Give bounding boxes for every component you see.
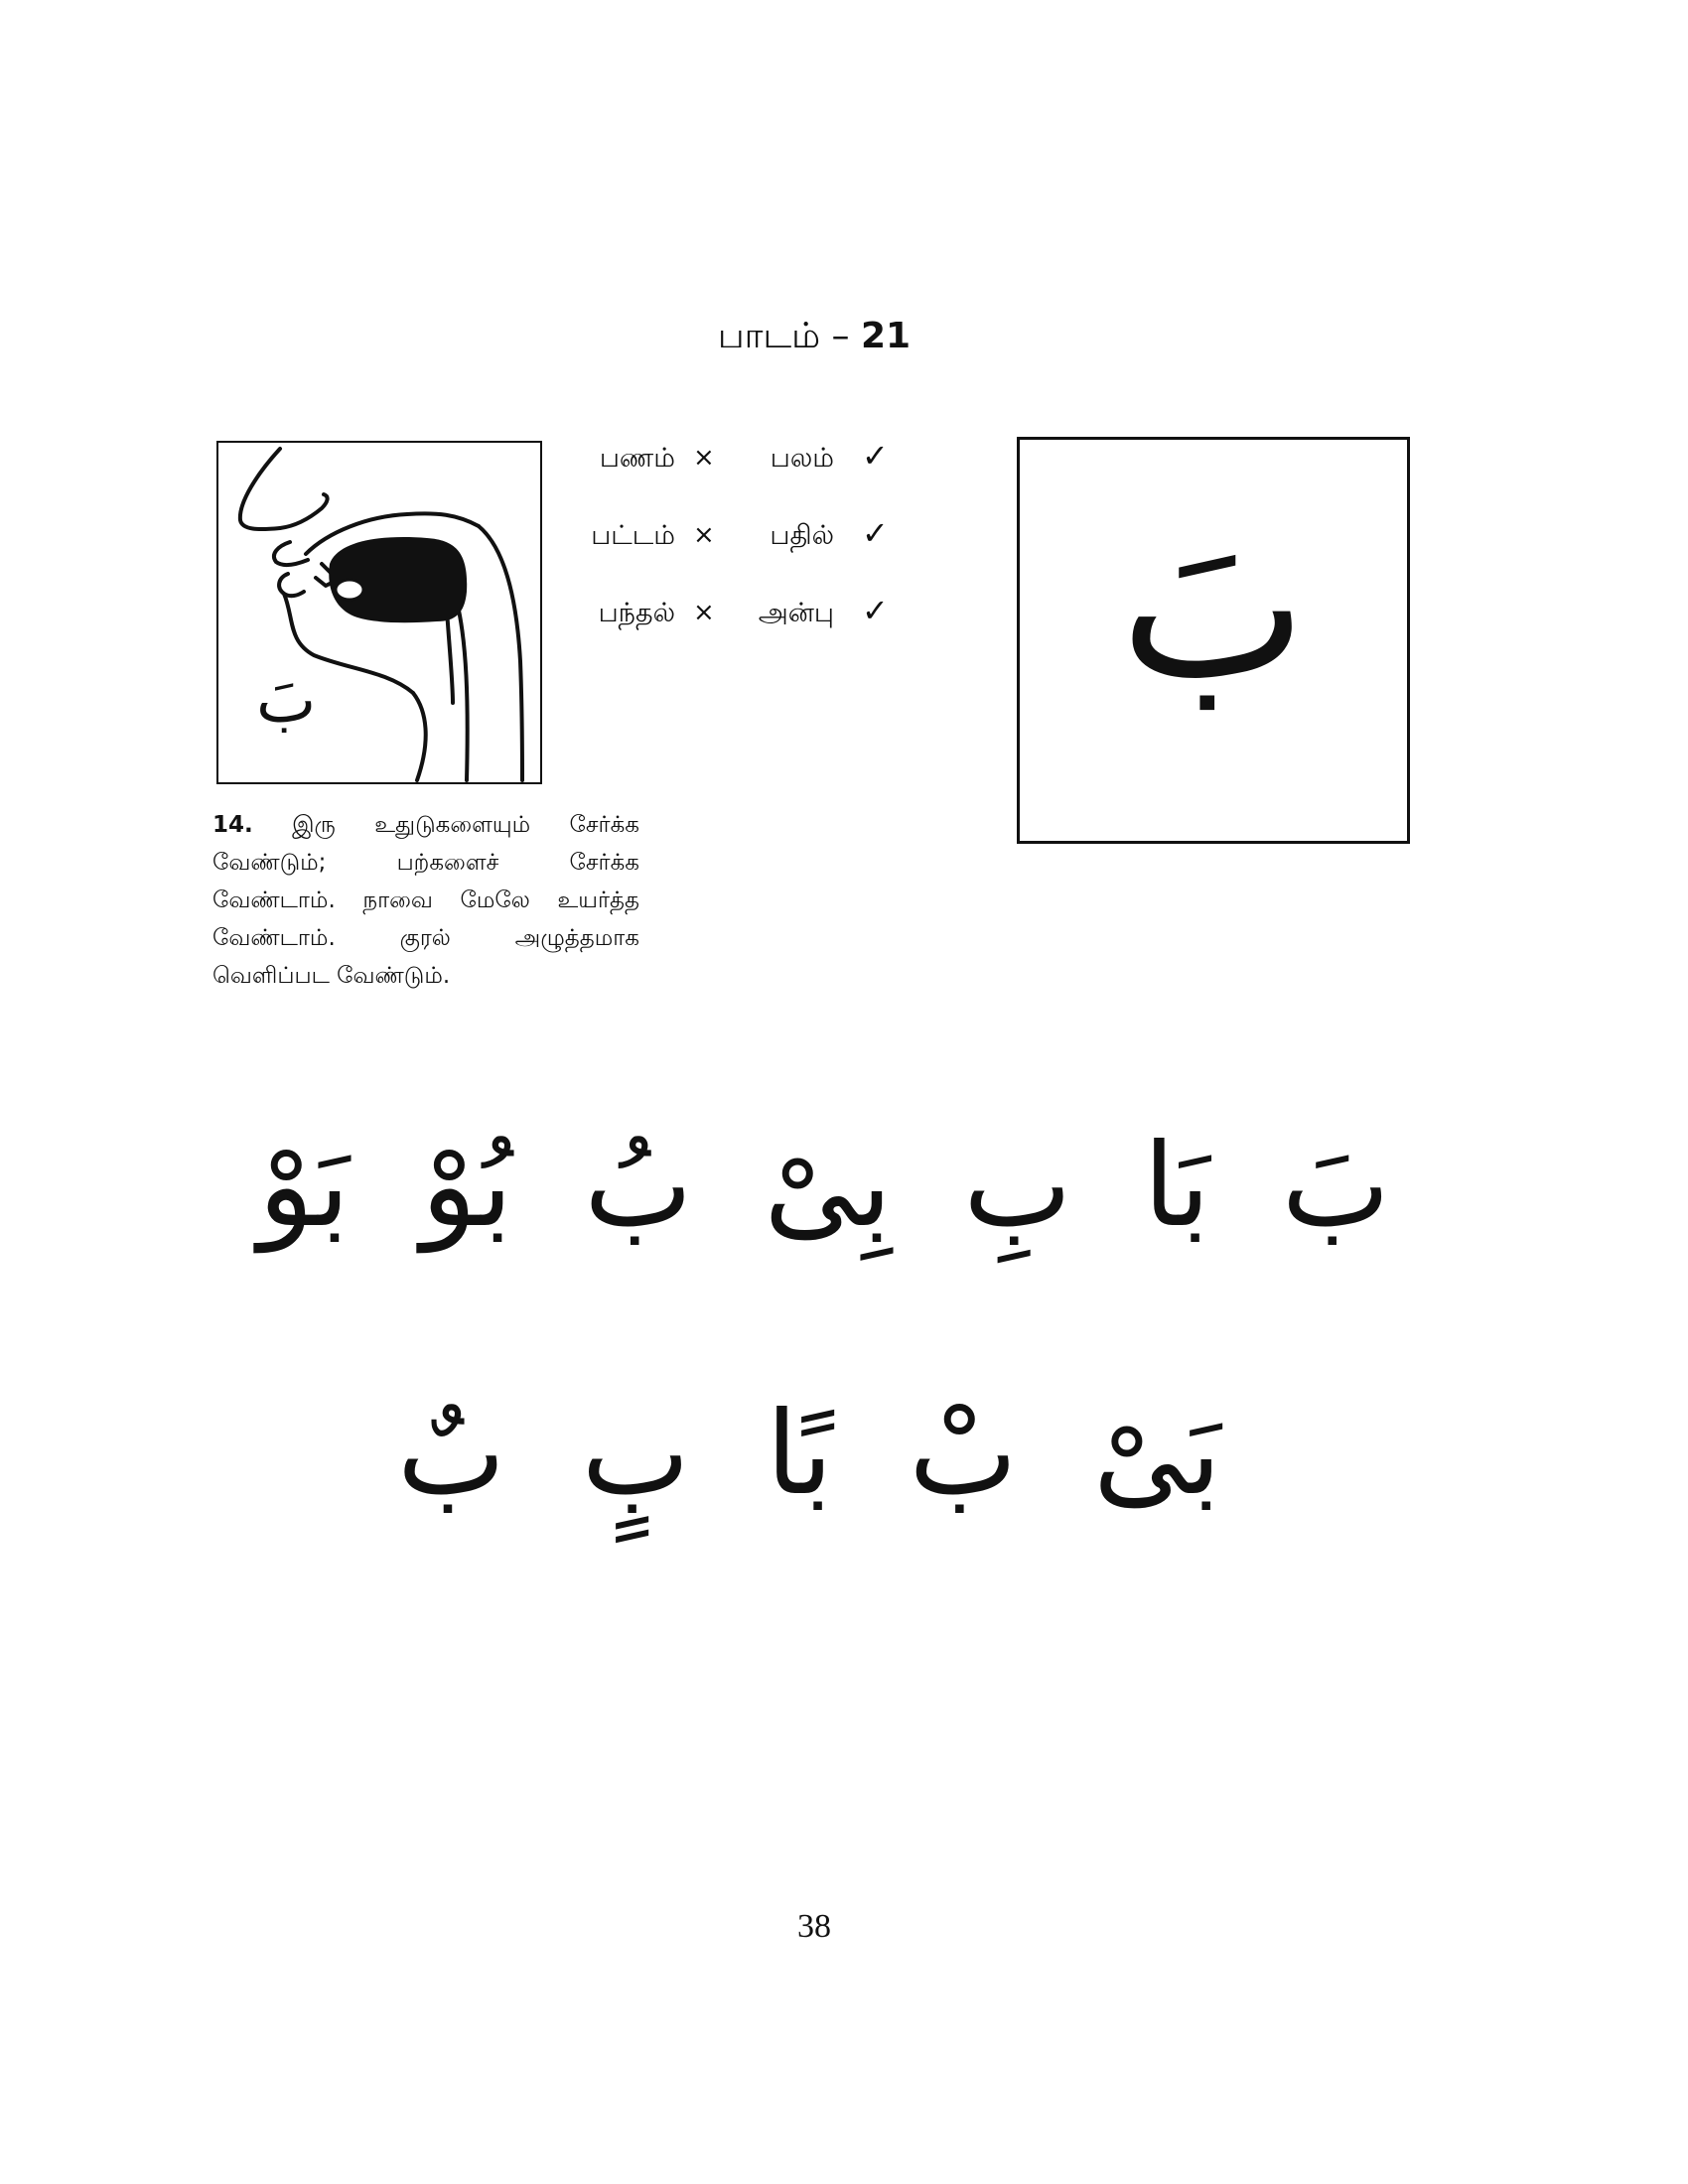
- practice-syllable: بَ: [1281, 1119, 1390, 1253]
- cross-icon: ×: [693, 520, 715, 550]
- lesson-number: 21: [861, 316, 912, 356]
- practice-syllable: بِىْ: [764, 1119, 893, 1253]
- practice-row-2: [397, 1380, 1221, 1530]
- practice-syllable: بَا: [1143, 1119, 1210, 1253]
- pronunciation-note: [212, 806, 639, 995]
- practice-syllable: بًا: [766, 1387, 833, 1521]
- note-text: இரு உதுடுகளையும் சேர்க்க வேண்டும்; பற்களைச் சேர்க்க வேண்டாம். நாவை மேலே உயர்த்த வேண்டாம். குரல் அழுத்தமாக வெளிப்பட வேண்டும்.: [212, 812, 639, 989]
- comparison-row: [556, 435, 914, 512]
- note-number: 14.: [212, 812, 253, 838]
- practice-syllable: بْ: [909, 1387, 1018, 1521]
- practice-syllable: بُوْ: [421, 1119, 513, 1253]
- featured-letter-box: [1017, 437, 1410, 844]
- mouth-diagram: [216, 441, 542, 784]
- practice-syllable: بُ: [584, 1119, 693, 1253]
- cross-icon: ×: [693, 443, 715, 473]
- correct-word: அன்பு: [758, 598, 834, 628]
- practice-row-1: [258, 1112, 1390, 1262]
- practice-syllable: بَىْ: [1093, 1387, 1221, 1521]
- incorrect-word: பணம்: [599, 443, 675, 474]
- comparison-row: [556, 512, 914, 590]
- cross-icon: ×: [693, 598, 715, 627]
- featured-letter: بَ: [1119, 492, 1308, 724]
- practice-syllable: بٍ: [581, 1387, 690, 1521]
- practice-syllable: بِ: [963, 1119, 1072, 1253]
- lesson-dash: –: [831, 316, 850, 356]
- check-icon: ✓: [862, 437, 889, 475]
- mouth-diagram-letter: بَ: [256, 664, 317, 738]
- check-icon: ✓: [862, 514, 889, 552]
- correct-word: பதில்: [770, 520, 834, 551]
- lesson-title: [0, 316, 1628, 361]
- check-icon: ✓: [862, 592, 889, 629]
- correct-word: பலம்: [770, 443, 834, 474]
- practice-syllable: بَوْ: [258, 1119, 351, 1253]
- word-comparison-list: [556, 435, 914, 667]
- page-number: 38: [797, 1908, 831, 1945]
- incorrect-word: பந்தல்: [598, 598, 675, 628]
- incorrect-word: பட்டம்: [591, 520, 675, 551]
- lesson-word: பாடம்: [717, 316, 821, 356]
- comparison-row: [556, 590, 914, 667]
- practice-syllable: بٌ: [397, 1387, 506, 1521]
